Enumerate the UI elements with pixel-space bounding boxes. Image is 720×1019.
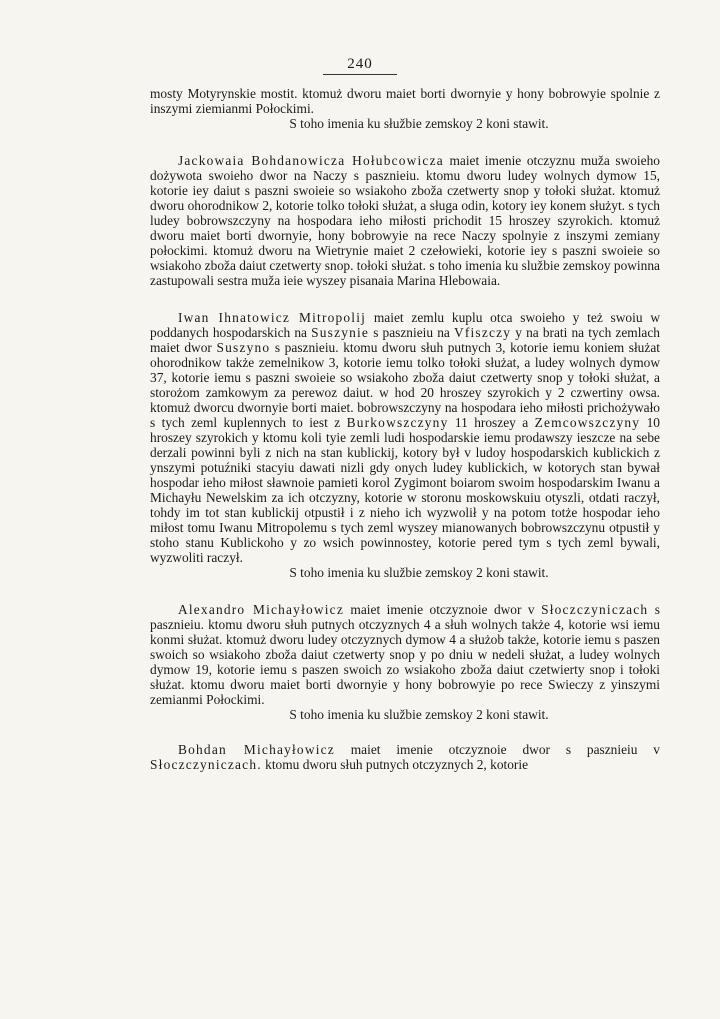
paragraph: Bohdan Michayłowicz maiet imenie otczyznoie dwor s pasznieiu v Słoczczyniczach. ktomu dworu słuh putnych otczyznych 2, kotorie <box>150 742 660 772</box>
closing-line: S toho imenia ku službie zemskoy 2 koni stawit. <box>289 565 549 580</box>
page-number: 240 <box>0 56 720 73</box>
closing-line: S toho imenia ku słužbie zemskoy 2 koni stawit. <box>289 116 549 131</box>
paragraph: Alexandro Michayłowicz maiet imenie otczyznoie dwor v Słoczczyniczach s pasznieiu. ktomu dworu słuh putnych otczyznych 4 a słuh wolnych także 4, kotorie wsi iemu konmi służat. ktomuż dworu ludey otczyznych dymow 4 a służob także, kotorie iemu s paszen swoich so wsiakoho zboža daiut czetwerty snop y po dniu w nedeli służat, a ludey wolnych dymow 19, kotorie iemu s paszen swoich zo wsiakoho zboža daiut czetwierty snop i tołoki służat. ktomu dworu maiet borti dwornyie y hony bobrowyie po rece Swieczy z yinszymi zemianmi Połockimi. <box>150 602 660 707</box>
person-name: Alexandro Michayłowicz <box>178 602 344 617</box>
entry-bohdan <box>150 742 660 772</box>
paragraph <box>150 153 660 288</box>
place-name: Suszyno <box>216 340 271 355</box>
paragraph: mosty Motyrynskie mostit. ktomuż dworu maiet borti dwornyie y hony bobrowyie spolnie z inszymi ziemianmi Połockimi. <box>150 86 660 116</box>
place-name: Zemcowszczyny <box>534 415 641 430</box>
page-body <box>150 86 660 772</box>
place-name: Słoczczyniczach <box>541 602 649 617</box>
place-name: Suszynie <box>311 325 370 340</box>
entry-continuation <box>150 86 660 131</box>
place-name: Burkowszczyny <box>346 415 449 430</box>
person-name: Bohdan Michayłowicz <box>178 742 335 757</box>
entry-alexandro <box>150 602 660 722</box>
person-name: Jackowaia Bohdanowicza Hołubcowicza <box>178 153 444 168</box>
entry-iwan <box>150 310 660 580</box>
body-text: maiet imenie otczyznu muža swoieho dożywota swoieho dwor na Naczy s pasznieiu. ktomu dworu ludey wolnych dymow 15, kotorie iey daiut s paszni swoieie so wsiakoho zboža czetwerty snop y tołoki służat. ktomuż dworu ohorodnikow 2, kotorie tolko tołoki służat, a sługa odin, kotory iey konem służyt. s tych ludey bobrowszczyny na hospodara ieho miłosti prichodit 15 hroszey szyrokich. ktomuż dworu maiet borti dwornyie, hony bobrowyie na rece Naczy spolnyie z inszymi zemiany połockimi. ktomuż dworu na Wietrynie maiet 2 czełowieki, kotorie iey s paszni swoieie so wsiakoho zboža daiut czetwerty snop. tołoki służat. s toho imenia ku službie zemskoy powinna zastupowali sestra muža ieie wyszey pisanaia Marina Hlebowaia. <box>150 153 660 288</box>
place-name: Vfiszczy <box>453 325 512 340</box>
place-name: Słoczczyniczach. <box>150 757 262 772</box>
paragraph: Iwan Ihnatowicz Mitropolij maiet zemlu kuplu otca swoieho y też swoiu w poddanych hospodarskich na Suszynie s pasznieiu na Vfiszczy y na brati na tych zemlach maiet dwor Suszyno s pasznieiu. ktomu dworu słuh putnych 3, kotorie iemu koniem służat ohorodnikow także zemelnikow 3, kotorie iemu tolko tołoki służat, a ludey wolnych dymow 37, kotorie iemu s paszni swoieie so wsiakoho zboža daiut czetwerty snop y tołoki służat, a storożom zamkowym za perewoz daiut. w hod 20 hroszey szyrokich y 2 czwertiny owsa. ktomuż dworcu dwornyie borti maiet. bobrowszczyny na hospodara ieho miłosti prichożywało s tych zeml kuplennych to iest z Burkowszczyny 11 hroszey a Zemcowszczyny 10 hroszey szyrokich y ktomu koli tyie zemli ludi hospodarskie iemu prodawszy ieszcze na sebe derzali powinni byli z nich na stan kublickij, kotory był v ludoy hospodarskich kublickich z ynszymi potuźniki stacyiu dawati nizli gdy onych ludey kublickich, w kotorych stan bywał hospodar ieho miłost sławnoie pamieti korol Zygimont boiarom swoim hospodarskim Iwanu a Michayłu Newelskim za ich otczyzny, kotorie w storonu moskowskuiu otyszli, otdati raczył, tohdy im tot stan kublickij otpustił i z nieho ich wyzwolił y na potom totże hospodar ieho miłost tomu Iwanu Mitropolemu s tych zeml wyszey mianowanych bobrowszczynu otpustił y stoho stanu Kublickoho y zo wsich powinnostey, kotorie pered tym s tych zeml bywali, wyzwoliti raczył. <box>150 310 660 565</box>
closing-line: S toho imenia ku službie zemskoy 2 koni stawit. <box>289 707 549 722</box>
person-name: Iwan Ihnatowicz Mitropolij <box>178 310 367 325</box>
entry-jackowaia <box>150 153 660 288</box>
